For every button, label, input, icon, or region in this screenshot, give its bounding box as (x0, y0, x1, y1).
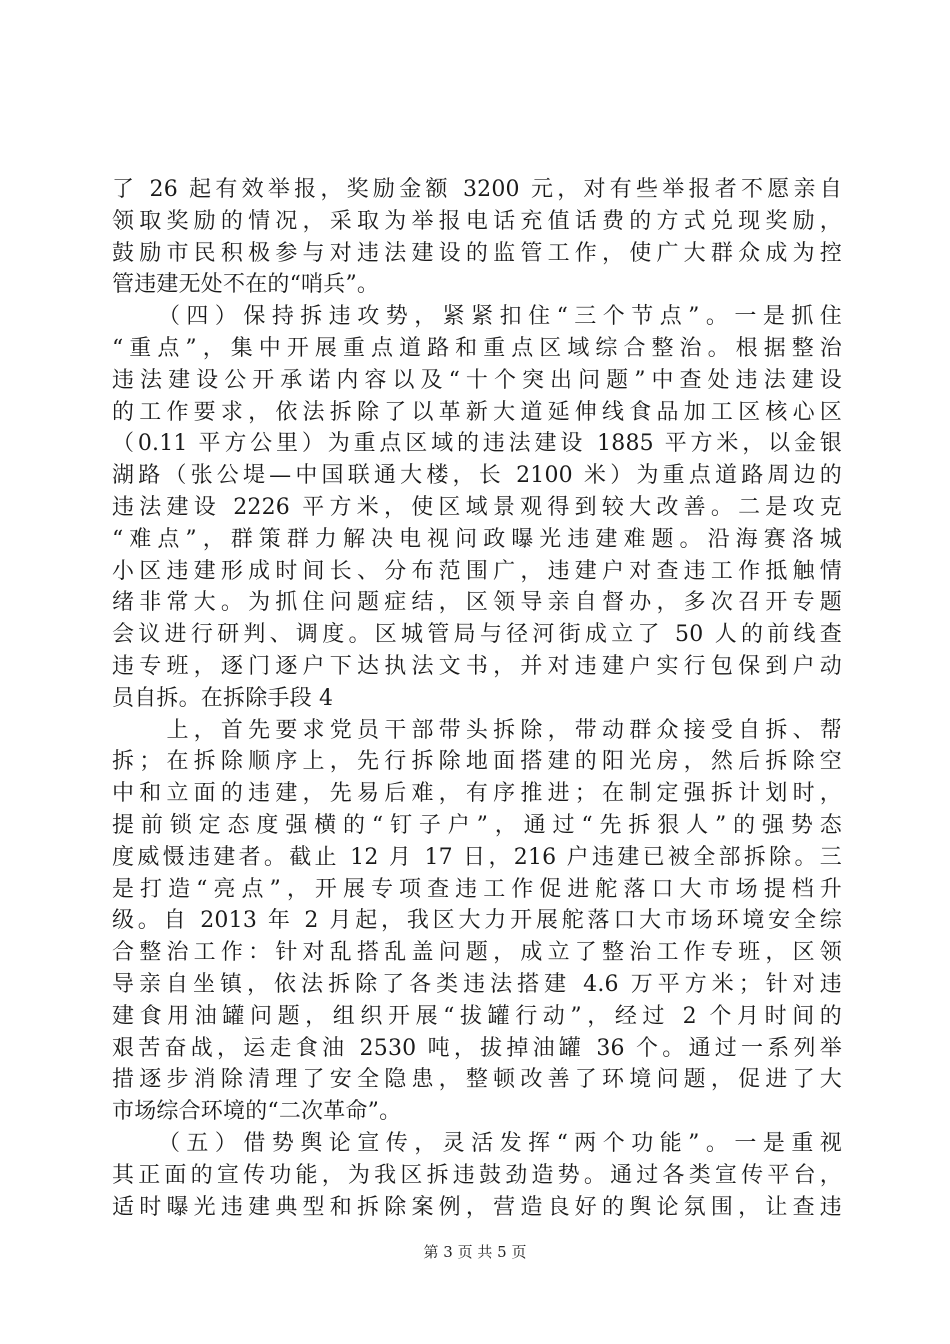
text-line: 级。自 2013 年 2 月起，我区大力开展舵落口大市场环境安全综 (112, 908, 842, 934)
text-line: 小区违建形成时间长、分布范围广，违建户对查违工作抵触情 (112, 558, 842, 584)
text-line: 其正面的宣传功能，为我区拆违鼓劲造势。通过各类宣传平台， (112, 1162, 842, 1188)
text-line: 绪非常大。为抓住问题症结，区领导亲自督办，多次召开专题 (112, 590, 842, 616)
text-line: 管违建无处不在的“哨兵”。 (112, 272, 380, 298)
text-line: 措逐步消除清理了安全隐患，整顿改善了环境问题，促进了大 (112, 1067, 842, 1093)
text-line: 市场综合环境的“二次革命”。 (112, 1099, 402, 1125)
text-line: 湖路（张公堤—中国联通大楼，长 2100 米）为重点道路周边的 (112, 463, 842, 489)
text-line: 艰苦奋战，运走食油 2530 吨，拔掉油罐 36 个。通过一系列举 (112, 1035, 842, 1061)
text-line: 了 26 起有效举报，奖励金额 3200 元，对有些举报者不愿亲自 (112, 177, 842, 202)
text-line: 度威慑违建者。截止 12 月 17 日，216 户违建已被全部拆除。三 (112, 844, 842, 870)
text-line: 员自拆。在拆除手段 4 (112, 685, 334, 711)
text-line: 违专班，逐门逐户下达执法文书，并对违建户实行包保到户动 (112, 653, 842, 679)
text-line: 合整治工作：针对乱搭乱盖问题，成立了整治工作专班，区领 (112, 940, 842, 966)
text-line: 导亲自坐镇，依法拆除了各类违法搭建 4.6 万平方米；针对违 (112, 971, 842, 997)
text-line: 领取奖励的情况，采取为举报电话充值话费的方式兑现奖励， (112, 208, 842, 234)
text-line: 违法建设公开承诺内容以及“十个突出问题”中查处违法建设 (112, 367, 842, 393)
text-line: “难点”，群策群力解决电视问政曝光违建难题。沿海赛洛城 (112, 526, 842, 552)
text-line: 拆；在拆除顺序上，先行拆除地面搭建的阳光房，然后拆除空 (112, 749, 842, 775)
text-line: 的工作要求，依法拆除了以革新大道延伸线食品加工区核心区 (112, 399, 842, 425)
text-line: （0.11 平方公里）为重点区域的违法建设 1885 平方米，以金银 (112, 431, 842, 457)
text-line: 适时曝光违建典型和拆除案例，营造良好的舆论氛围，让查违 (112, 1194, 842, 1220)
text-line: 建食用油罐问题，组织开展“拔罐行动”，经过 2 个月时间的 (112, 1003, 842, 1029)
text-line: （五）借势舆论宣传，灵活发挥“两个功能”。一是重视 (112, 1130, 842, 1156)
text-line: （四）保持拆违攻势，紧紧扣住“三个节点”。一是抓住 (112, 304, 842, 330)
page-footer: 第 3 页 共 5 页 (423, 1243, 527, 1261)
text-line: 中和立面的违建，先易后难，有序推进；在制定强拆计划时， (112, 781, 842, 807)
text-line: 上，首先要求党员干部带头拆除，带动群众接受自拆、帮 (112, 717, 842, 743)
text-line: 是打造“亮点”，开展专项查违工作促进舵落口大市场提档升 (112, 876, 842, 902)
text-line: 会议进行研判、调度。区城管局与径河街成立了 50 人的前线查 (112, 622, 842, 648)
text-line: “重点”，集中开展重点道路和重点区域综合整治。根据整治 (112, 335, 842, 361)
text-line: 鼓励市民积极参与对违法建设的监管工作，使广大群众成为控 (112, 240, 842, 266)
text-line: 违法建设 2226 平方米，使区域景观得到较大改善。二是攻克 (112, 494, 842, 520)
text-line: 提前锁定态度强横的“钉子户”，通过“先拆狠人”的强势态 (112, 812, 842, 838)
document-body (112, 174, 842, 1223)
